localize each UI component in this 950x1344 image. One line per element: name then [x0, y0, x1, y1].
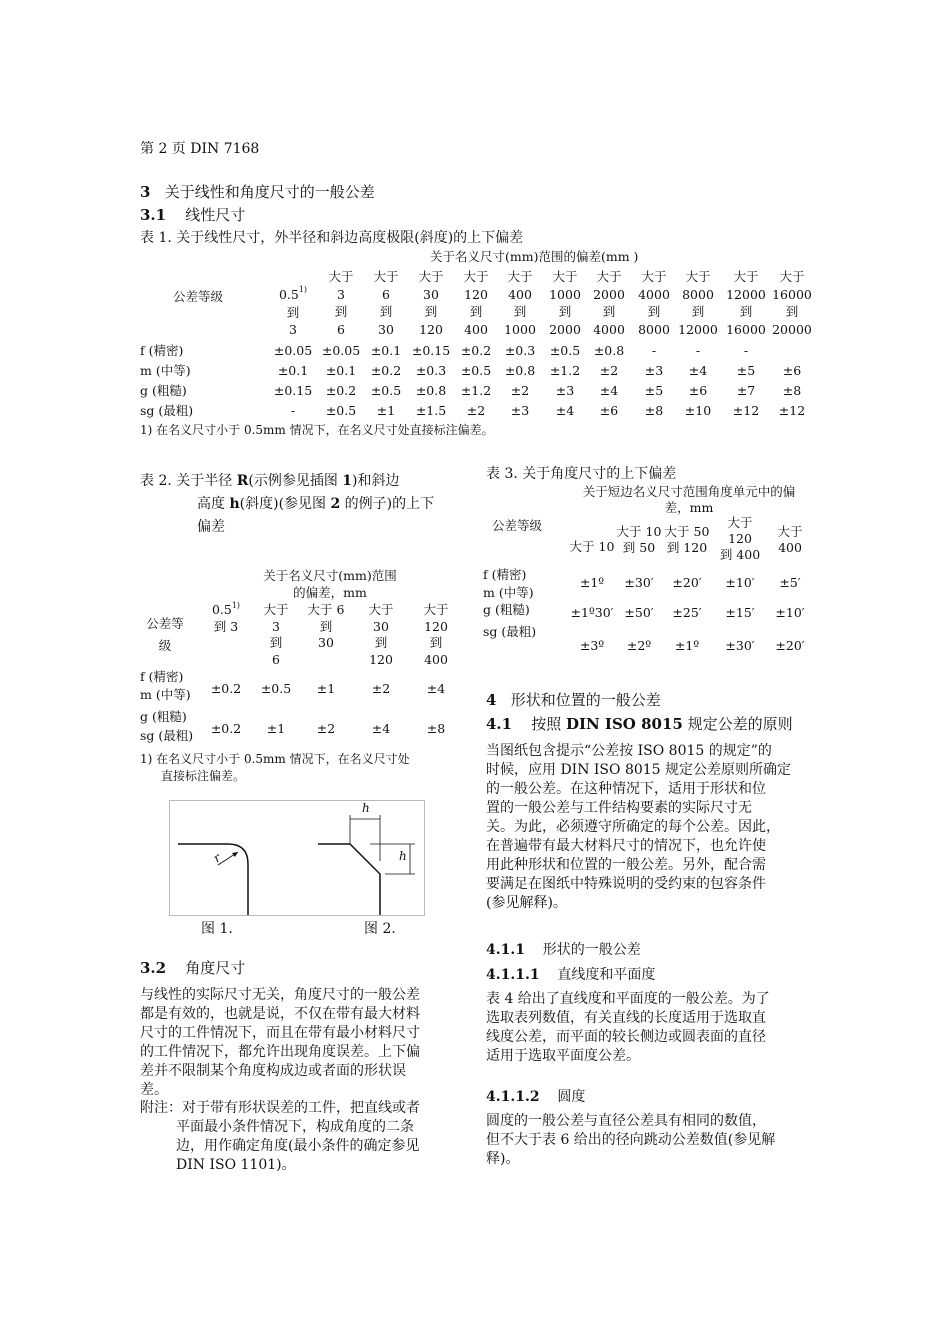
- table-cell: ±0.8: [593, 343, 625, 358]
- t3-col-header: [712, 515, 768, 563]
- table-3: [483, 484, 813, 664]
- t1-col-upper: 2000: [549, 321, 581, 337]
- section-4-1-1-2-paragraph: 圆度的一般公差与直径公差具有相同的数值， 但不大于表 6 给出的径向跳动公差数值(参见解 释)。: [486, 1113, 776, 1167]
- section-4-1-1-2-heading: [486, 1088, 585, 1106]
- table-3-caption: 表 3. 关于角度尺寸的上下偏差: [486, 466, 677, 482]
- t1-col-upper: 400: [464, 321, 488, 337]
- table-cell: ±5′: [779, 575, 801, 590]
- table-cell: ±15′: [725, 605, 755, 620]
- chamfer-width-label: h: [362, 801, 370, 815]
- table-cell: ±3: [510, 403, 530, 418]
- table-cell: ±0.8: [415, 383, 447, 398]
- t3-col-line: 400: [778, 540, 802, 555]
- note-paragraph: 附注：对于带有形状误差的工件，把直线或者 平面最小条件情况下，构成角度的二条 边，用作确定角度(最小条件的确定参见 DIN ISO 1101)。: [140, 1100, 420, 1173]
- t1-col-from: 1000: [549, 286, 581, 302]
- t2-col-line: 30: [318, 635, 334, 650]
- table-cell: ±5: [644, 383, 664, 398]
- table-1-span-header: 关于名义尺寸(mm)范围的偏差(mm ): [430, 249, 639, 264]
- t1-col-from: 0.5$^{1)}$: [278, 285, 308, 302]
- table-cell: ±8: [426, 721, 446, 736]
- t1-col-from: 3: [337, 286, 345, 302]
- t1-col-to: 到: [334, 304, 348, 319]
- section-4-heading: [486, 690, 661, 710]
- section-title: 角度尺寸: [185, 959, 246, 977]
- t1-col-label: 大于: [373, 269, 399, 284]
- table-2-caption-line3: 偏差: [197, 519, 225, 535]
- t1-col-upper: 3: [289, 322, 297, 337]
- t3-col-line: 大于 10: [616, 524, 662, 539]
- table-cell: ±1º: [579, 575, 605, 590]
- t1-col-upper: 6: [337, 321, 345, 337]
- table-cell: ±4: [599, 383, 619, 398]
- t1-col-from: 6: [382, 286, 390, 302]
- table-2-header-line2: 的偏差，mm: [293, 585, 367, 600]
- t2-col-header: [406, 602, 466, 668]
- t1-col-header: [495, 268, 545, 338]
- t1-col-upper: 4000: [593, 321, 625, 337]
- t1-col-from: 400: [508, 286, 532, 302]
- t3-col-line: 大于 50: [664, 524, 710, 539]
- section-3-heading: [140, 182, 375, 202]
- table-cell: ±8: [644, 403, 664, 418]
- t1-col-to: 到: [379, 304, 393, 319]
- t1-col-label: 大于: [733, 269, 759, 284]
- t1-col-from: 12000: [726, 286, 766, 302]
- table-cell: ±4: [371, 721, 391, 736]
- table-cell: ±0.5: [549, 343, 581, 358]
- table-1-caption: 表 1. 关于线性尺寸，外半径和斜边高度极限(斜度)的上下偏差: [140, 230, 524, 246]
- section-title: 圆度: [557, 1089, 586, 1105]
- table-cell: ±1: [266, 721, 286, 736]
- t1-col-label: 大于: [507, 269, 533, 284]
- t1-col-from: 2000: [593, 286, 625, 302]
- t1-col-label: 大于: [418, 269, 444, 284]
- section-3-1-heading: [140, 205, 245, 225]
- t3-col-line: 到 50: [622, 540, 656, 555]
- t2-col-line: 120: [369, 651, 393, 667]
- t1-col-upper: 120: [419, 321, 443, 337]
- radius-label: r: [210, 850, 224, 866]
- table-2-footnote: 1) 在名义尺寸小于 0.5mm 情况下，在名义尺寸处: [140, 752, 410, 766]
- section-number: 4.1.1.2: [486, 1089, 540, 1105]
- table-cell: ±0.1: [325, 363, 357, 378]
- table-cell: ±50′: [624, 605, 654, 620]
- section-number: 3: [140, 183, 151, 201]
- t3-col-header: [659, 524, 715, 556]
- table-cell: ±0.8: [504, 363, 536, 378]
- section-number: 4: [486, 691, 497, 709]
- radius-arrowhead: [232, 852, 238, 857]
- section-number: 4.1: [486, 715, 513, 733]
- t3-row-label: f (精密): [483, 567, 527, 582]
- t2-col-line: 到 3: [213, 618, 239, 634]
- t1-col-header: [767, 268, 817, 338]
- table-1-footnote: 1) 在名义尺寸小于 0.5mm 情况下，在名义尺寸处直接标注偏差。: [140, 423, 494, 437]
- grade-header: 公差等级: [492, 518, 543, 533]
- t1-col-to: 到: [469, 304, 483, 319]
- footnote-mark: 1): [298, 285, 308, 294]
- figure-2-caption: 图 2.: [364, 921, 396, 937]
- table-cell: -: [743, 343, 749, 358]
- t3-col-line: 大于 10: [569, 539, 615, 554]
- table-3-header-line1: 关于短边名义尺寸范围角度单元中的偏: [582, 484, 796, 499]
- section-4-1-heading: 4.1 按照 DIN ISO 8015 规定公差的原则: [486, 715, 793, 733]
- t3-col-line: 到 400: [719, 547, 761, 562]
- t2-col-line: 30: [373, 618, 389, 634]
- t1-col-header: [721, 268, 771, 338]
- chamfer-line: [318, 844, 380, 915]
- t1-row-label: g (粗糙): [140, 383, 187, 398]
- section-number: 3.1: [140, 206, 167, 224]
- table-cell: ±0.3: [415, 363, 447, 378]
- t3-col-line: 120: [728, 531, 752, 546]
- table-cell: ±25′: [672, 605, 702, 620]
- t2-col-line: 到: [374, 635, 388, 650]
- t1-col-to: 到: [602, 304, 616, 319]
- t2-col-line: 大于: [368, 602, 394, 617]
- section-number: 4.1.1.1: [486, 967, 540, 983]
- t1-col-label: 大于: [779, 269, 805, 284]
- section-title: 形状的一般公差: [542, 942, 641, 958]
- t3-row-label: sg (最粗): [483, 624, 537, 639]
- t1-col-header: [361, 268, 411, 338]
- section-3-2-heading: [140, 958, 245, 978]
- figure-1-caption: 图 1.: [201, 921, 233, 937]
- t1-col-header: [316, 268, 366, 338]
- t3-col-line: 大于: [727, 515, 753, 530]
- section-3-2-paragraph: 与线性的实际尺寸无关，角度尺寸的一般公差 都是有效的，也就是说，不仅在带有最大材料 尺寸的工件情况下，而且在带有最小材料尺寸 的工件情况下，都允许出现角度误差。上下偏 差并不限制某个角度构成边或者面的形状误 差。: [140, 987, 420, 1098]
- table-cell: ±7: [736, 383, 756, 398]
- table-cell: ±6: [782, 363, 802, 378]
- table-cell: ±0.1: [370, 343, 402, 358]
- table-cell: ±0.2: [210, 681, 242, 696]
- grade-header: 公差等: [146, 616, 184, 631]
- t2-col-line: 400: [424, 651, 448, 667]
- t1-col-to: 到: [691, 304, 705, 319]
- section-number: 3.2: [140, 959, 167, 977]
- section-title: 关于线性和角度尺寸的一般公差: [164, 183, 375, 201]
- table-cell: ±0.5: [370, 383, 402, 398]
- table-cell: ±2: [599, 363, 619, 378]
- t2-col-line: 大于: [263, 602, 289, 617]
- t1-row-label: sg (最粗): [140, 403, 194, 418]
- t3-col-header: [762, 524, 818, 556]
- table-cell: ±5: [736, 363, 756, 378]
- section-4-1-paragraph: 当图纸包含提示“公差按 ISO 8015 的规定”的 时候，应用 DIN ISO 8015 规定公差原则所确定 的一般公差。在这种情况下，适用于形状和位 置的一般公差与工件结构要素的实际尺寸无 关。为此，必须遵守所确定的每个公差。因此， 在普遍带有最大材料尺寸的情况下，也允许使 用此种形状和位置的一般公差。另外，配合需 要满足在图纸中特殊说明的受约束的包容条件 (参见解释)。: [486, 743, 792, 911]
- t2-col-line: 6: [272, 651, 280, 667]
- table-2-footnote-2: 直接标注偏差。: [161, 769, 246, 783]
- t1-col-upper: 12000: [678, 321, 718, 337]
- t1-col-to: 到: [286, 304, 300, 320]
- table-3-header-line2: 差，mm: [664, 500, 714, 515]
- table-cell: -: [651, 343, 657, 358]
- t2-col-line: 到: [319, 618, 333, 634]
- t2-col-line: 到: [429, 635, 443, 650]
- table-cell: ±1º: [674, 638, 700, 653]
- table-cell: ±0.5: [325, 403, 357, 418]
- t1-col-label: 大于: [463, 269, 489, 284]
- t1-col-label: 大于: [328, 269, 354, 284]
- page-header: 第 2 页 DIN 7168: [140, 141, 260, 157]
- table-cell: ±10: [684, 403, 712, 418]
- t1-col-from: 8000: [682, 286, 714, 302]
- t1-col-header: [268, 268, 318, 339]
- table-cell: ±3: [555, 383, 575, 398]
- section-4-1-1-1-heading: [486, 966, 655, 984]
- table-cell: ±0.5: [260, 681, 292, 696]
- table-cell: ±0.15: [411, 343, 451, 358]
- t1-col-header: [673, 268, 723, 338]
- table-cell: ±0.05: [321, 343, 361, 358]
- table-cell: ±3º: [579, 638, 605, 653]
- table-cell: ±2: [316, 721, 336, 736]
- t2-col-line: 到: [269, 635, 283, 650]
- table-cell: -: [695, 343, 701, 358]
- t2-row-label: g (粗糙): [140, 709, 187, 724]
- footnote-mark: 1): [231, 601, 241, 610]
- figures-drawing: [170, 801, 424, 915]
- table-cell: ±2: [466, 403, 486, 418]
- t1-col-from: 16000: [772, 286, 812, 302]
- section-number: 4.1.1: [486, 942, 525, 958]
- figure-box: [169, 800, 425, 916]
- t3-row-label: g (粗糙): [483, 602, 530, 617]
- table-cell: ±4: [426, 681, 446, 696]
- table-cell: ±1.5: [415, 403, 447, 418]
- table-cell: ±6: [688, 383, 708, 398]
- t1-col-label: 大于: [641, 269, 667, 284]
- t3-row-label: m (中等): [483, 585, 534, 600]
- table-cell: ±30′: [624, 575, 654, 590]
- table-cell: ±8: [782, 383, 802, 398]
- table-cell: ±10′: [775, 605, 805, 620]
- t1-col-to: 到: [513, 304, 527, 319]
- t2-col-line: 大于: [423, 602, 449, 617]
- t1-col-from: 4000: [638, 286, 670, 302]
- table-1: [140, 249, 820, 439]
- t1-row-label: f (精密): [140, 343, 184, 358]
- grade-header: 公差等级: [173, 289, 224, 304]
- t2-row-label: f (精密): [140, 669, 184, 684]
- table-cell: ±0.2: [210, 721, 242, 736]
- t2-col-line: 3: [272, 618, 280, 634]
- section-title: 形状和位置的一般公差: [510, 691, 661, 709]
- table-cell: ±20′: [672, 575, 702, 590]
- t1-col-upper: 1000: [504, 321, 536, 337]
- t1-col-label: 大于: [552, 269, 578, 284]
- t2-row-label: m (中等): [140, 687, 191, 702]
- table-cell: ±4: [555, 403, 575, 418]
- chamfer-height-label: h: [399, 849, 407, 863]
- table-cell: ±0.05: [273, 343, 313, 358]
- table-cell: ±0.2: [370, 363, 402, 378]
- t1-col-upper: 20000: [772, 321, 812, 337]
- table-cell: ±1: [376, 403, 396, 418]
- t2-col-header: [296, 602, 356, 652]
- table-cell: ±0.3: [504, 343, 536, 358]
- table-cell: ±1º30′: [570, 605, 614, 620]
- grade-header-2: 级: [158, 638, 172, 653]
- t1-col-to: 到: [647, 304, 661, 319]
- table-cell: ±3: [644, 363, 664, 378]
- t1-col-upper: 16000: [726, 321, 766, 337]
- table-2-caption: 表 2. 关于半径 R(示例参见插图 1)和斜边: [140, 473, 400, 489]
- section-4-1-1-heading: [486, 941, 641, 959]
- table-cell: -: [290, 403, 296, 418]
- t2-row-label: sg (最粗): [140, 728, 194, 743]
- table-cell: ±1.2: [460, 383, 492, 398]
- table-cell: ±4: [688, 363, 708, 378]
- t2-col-header: [351, 602, 411, 668]
- t2-col-line: 120: [424, 618, 448, 634]
- table-cell: ±1: [316, 681, 336, 696]
- table-cell: ±10′: [725, 575, 755, 590]
- t1-col-label: 大于: [685, 269, 711, 284]
- t1-col-to: 到: [558, 304, 572, 319]
- t2-col-line: 大于 6: [307, 602, 345, 617]
- section-title: 直线度和平面度: [557, 967, 656, 983]
- t1-col-header: [629, 268, 679, 338]
- t1-col-header: [540, 268, 590, 338]
- table-cell: ±12: [732, 403, 760, 418]
- table-cell: ±0.15: [273, 383, 313, 398]
- t3-col-line: 大于: [777, 524, 803, 539]
- t1-col-header: [451, 268, 501, 338]
- table-2-header-line1: 关于名义尺寸(mm)范围: [263, 568, 397, 583]
- section-title: 线性尺寸: [185, 206, 246, 224]
- table-cell: ±0.2: [460, 343, 492, 358]
- t1-col-upper: 8000: [638, 321, 670, 337]
- table-cell: ±1.2: [549, 363, 581, 378]
- t2-col-line: 0.5$^{1)}$: [211, 601, 241, 617]
- section-4-1-1-1-paragraph: 表 4 给出了直线度和平面度的一般公差。为了 选取表列数值，有关直线的长度适用于选取直 线度公差，而平面的较长侧边或圆表面的直径 适用于选取平面度公差。: [486, 991, 770, 1064]
- t1-col-upper: 30: [378, 321, 394, 337]
- table-2: [140, 568, 460, 783]
- t1-col-to: 到: [785, 304, 799, 319]
- t1-col-label: 大于: [596, 269, 622, 284]
- table-cell: ±30′: [725, 638, 755, 653]
- table-2-caption-line2: 高度 h(斜度)(参见图 2 的例子)的上下: [197, 496, 435, 512]
- table-cell: ±0.2: [325, 383, 357, 398]
- t1-col-from: 120: [464, 286, 488, 302]
- table-cell: ±0.5: [460, 363, 492, 378]
- t1-col-header: [406, 268, 456, 338]
- t1-col-to: 到: [424, 304, 438, 319]
- table-cell: ±0.1: [277, 363, 309, 378]
- t3-col-line: 到 120: [666, 540, 708, 555]
- t1-row-label: m (中等): [140, 363, 191, 378]
- table-cell: ±20′: [775, 638, 805, 653]
- table-cell: ±2: [510, 383, 530, 398]
- table-cell: ±2º: [626, 638, 652, 653]
- t1-col-to: 到: [739, 304, 753, 319]
- table-cell: ±12: [778, 403, 806, 418]
- table-cell: ±2: [371, 681, 391, 696]
- t1-col-header: [584, 268, 634, 338]
- t1-col-from: 30: [423, 286, 439, 302]
- table-cell: ±6: [599, 403, 619, 418]
